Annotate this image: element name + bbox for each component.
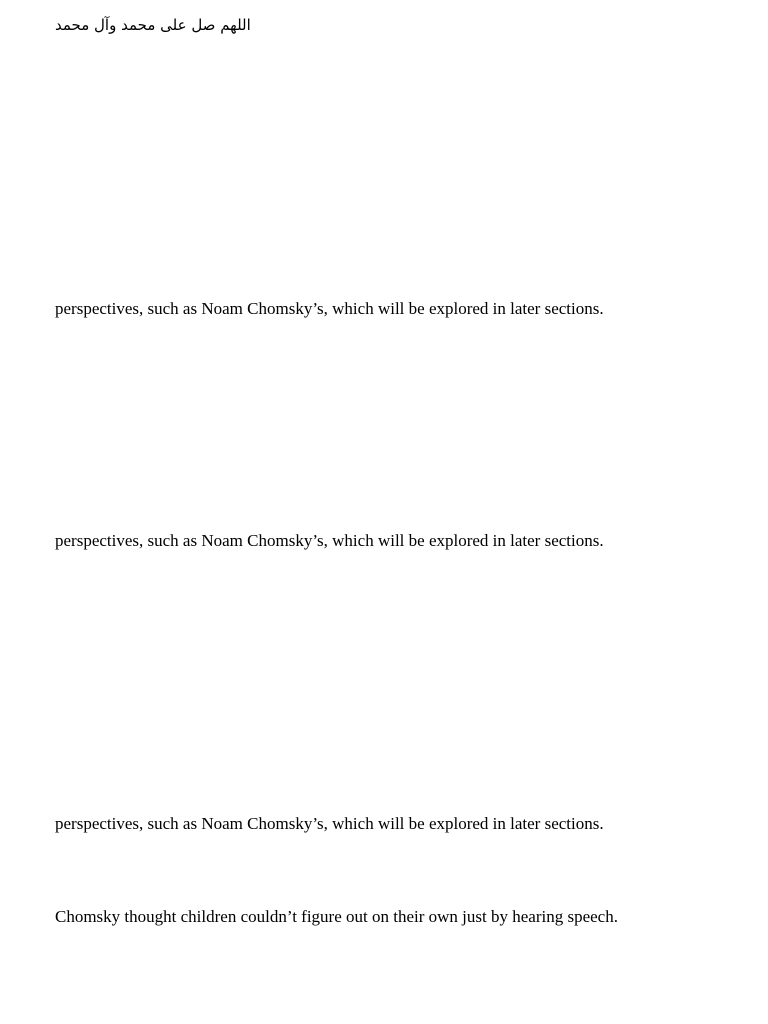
paragraph-1: perspectives, such as Noam Chomsky’s, which will be explored in later sections. (55, 299, 604, 318)
paragraph-2: perspectives, such as Noam Chomsky’s, which will be explored in later sections. (55, 531, 604, 550)
arabic-header-line: اللهم صل علی محمد وآل محمد (55, 16, 251, 34)
paragraph-3: perspectives, such as Noam Chomsky’s, which will be explored in later sections. (55, 814, 604, 833)
paragraph-4: Chomsky thought children couldn’t figure out on their own just by hearing speech. (55, 907, 618, 926)
